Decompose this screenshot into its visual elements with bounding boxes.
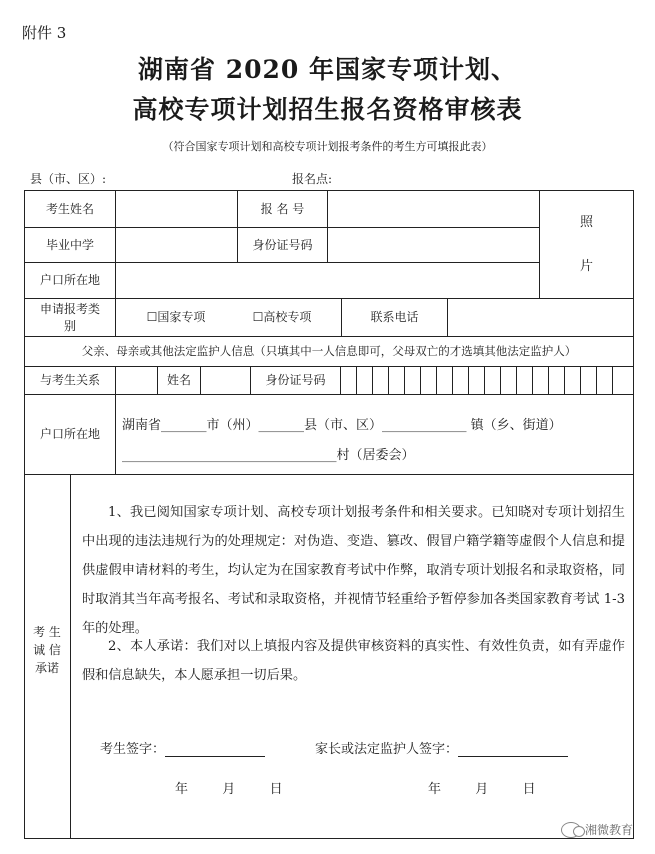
college-plan-checkbox[interactable]: ☐高校专项 <box>252 310 312 325</box>
guardian-date-month: 月 <box>475 782 489 797</box>
guardian-name-label: 姓名 <box>166 373 191 388</box>
phone-field[interactable] <box>448 299 633 336</box>
hukou-field[interactable] <box>116 263 539 298</box>
guardian-date-year: 年 <box>428 782 442 797</box>
guardian-signature[interactable] <box>315 738 568 757</box>
graduated-school-field[interactable] <box>116 228 237 262</box>
graduated-school-label: 毕业中学 <box>45 237 94 252</box>
watermark-text: 湘微教育 <box>584 823 633 837</box>
registration-site-label: 报名点: <box>292 172 333 186</box>
guardian-date-day: 日 <box>522 782 536 797</box>
guardian-date <box>428 778 536 797</box>
phone-label: 联系电话 <box>370 310 419 325</box>
pledge-label: 考 生 诚 信 承诺 <box>33 625 61 675</box>
guardian-info-note: 父亲、母亲或其他法定监护人信息（只填其中一人信息即可，父母双亡的才选填其他法定监护人） <box>81 343 577 358</box>
address-line-1[interactable]: 湖南省_______市（州）_______县（市、区）_____________ 镇（乡、街道） <box>122 418 562 433</box>
student-date <box>175 778 283 797</box>
student-date-day: 日 <box>269 782 283 797</box>
document-title-line-2: 高校专项计划招生报名资格审核表 <box>132 95 523 124</box>
student-signature-line[interactable] <box>165 742 265 757</box>
pledge-paragraph-1: 1、我已阅知国家专项计划、高校专项计划报考条件和相关要求。已知晓对专项计划招生中出现的违法违规行为的处理规定：对伪造、变造、篡改、假冒户籍学籍等虚假个人信息和提供虚假申请材料的考生，均认定为在国家教育考试中作弊，取消专项计划报名和录取资格，同时取消其当年高考报名、考试和录取资格，并视情节轻重给予暂停参加各类国家教育考试 1-3 年的处理。 <box>82 505 625 636</box>
pledge-paragraph-2: 2、本人承诺：我们对以上填报内容及提供审核资料的真实性、有效性负责，如有弄虚作假和信息缺失，本人愿承担一切后果。 <box>82 639 625 683</box>
guardian-id-label: 身份证号码 <box>265 373 326 388</box>
attachment-label: 附件 3 <box>22 24 67 42</box>
photo-box[interactable] <box>540 191 633 298</box>
exam-number-label: 报 名 号 <box>260 201 305 216</box>
student-signature-label: 考生签字： <box>100 742 166 757</box>
document-subtitle: （符合国家专项计划和高校专项计划报考条件的考生方可填报此表） <box>162 140 493 153</box>
watermark <box>561 821 633 838</box>
wechat-icon <box>561 822 581 838</box>
photo-label-1: 照 <box>579 214 593 230</box>
guardian-hukou-label: 户口所在地 <box>39 427 100 442</box>
id-number-label: 身份证号码 <box>252 237 313 252</box>
student-name-field[interactable] <box>116 191 237 227</box>
guardian-signature-label: 家长或法定监护人签字： <box>315 742 459 757</box>
student-date-month: 月 <box>222 782 236 797</box>
id-number-field[interactable] <box>328 228 539 262</box>
student-signature[interactable] <box>100 738 265 757</box>
document-title-line-1: 湖南省 2020 年国家专项计划、 <box>138 55 517 84</box>
application-category-label: 申请报考类别 <box>40 302 101 333</box>
guardian-name-field[interactable] <box>201 367 250 394</box>
exam-number-field[interactable] <box>328 191 539 227</box>
relation-field[interactable] <box>116 367 157 394</box>
photo-label-2: 片 <box>579 258 593 274</box>
national-plan-checkbox[interactable]: ☐国家专项 <box>146 310 206 325</box>
student-date-year: 年 <box>175 782 189 797</box>
relation-label: 与考生关系 <box>39 373 100 388</box>
student-name-label: 考生姓名 <box>45 201 94 216</box>
county-label: 县（市、区）: <box>30 172 107 186</box>
hukou-label: 户口所在地 <box>39 273 100 288</box>
address-line-2[interactable]: _________________________________村（居委会） <box>122 448 415 463</box>
guardian-signature-line[interactable] <box>458 742 568 757</box>
